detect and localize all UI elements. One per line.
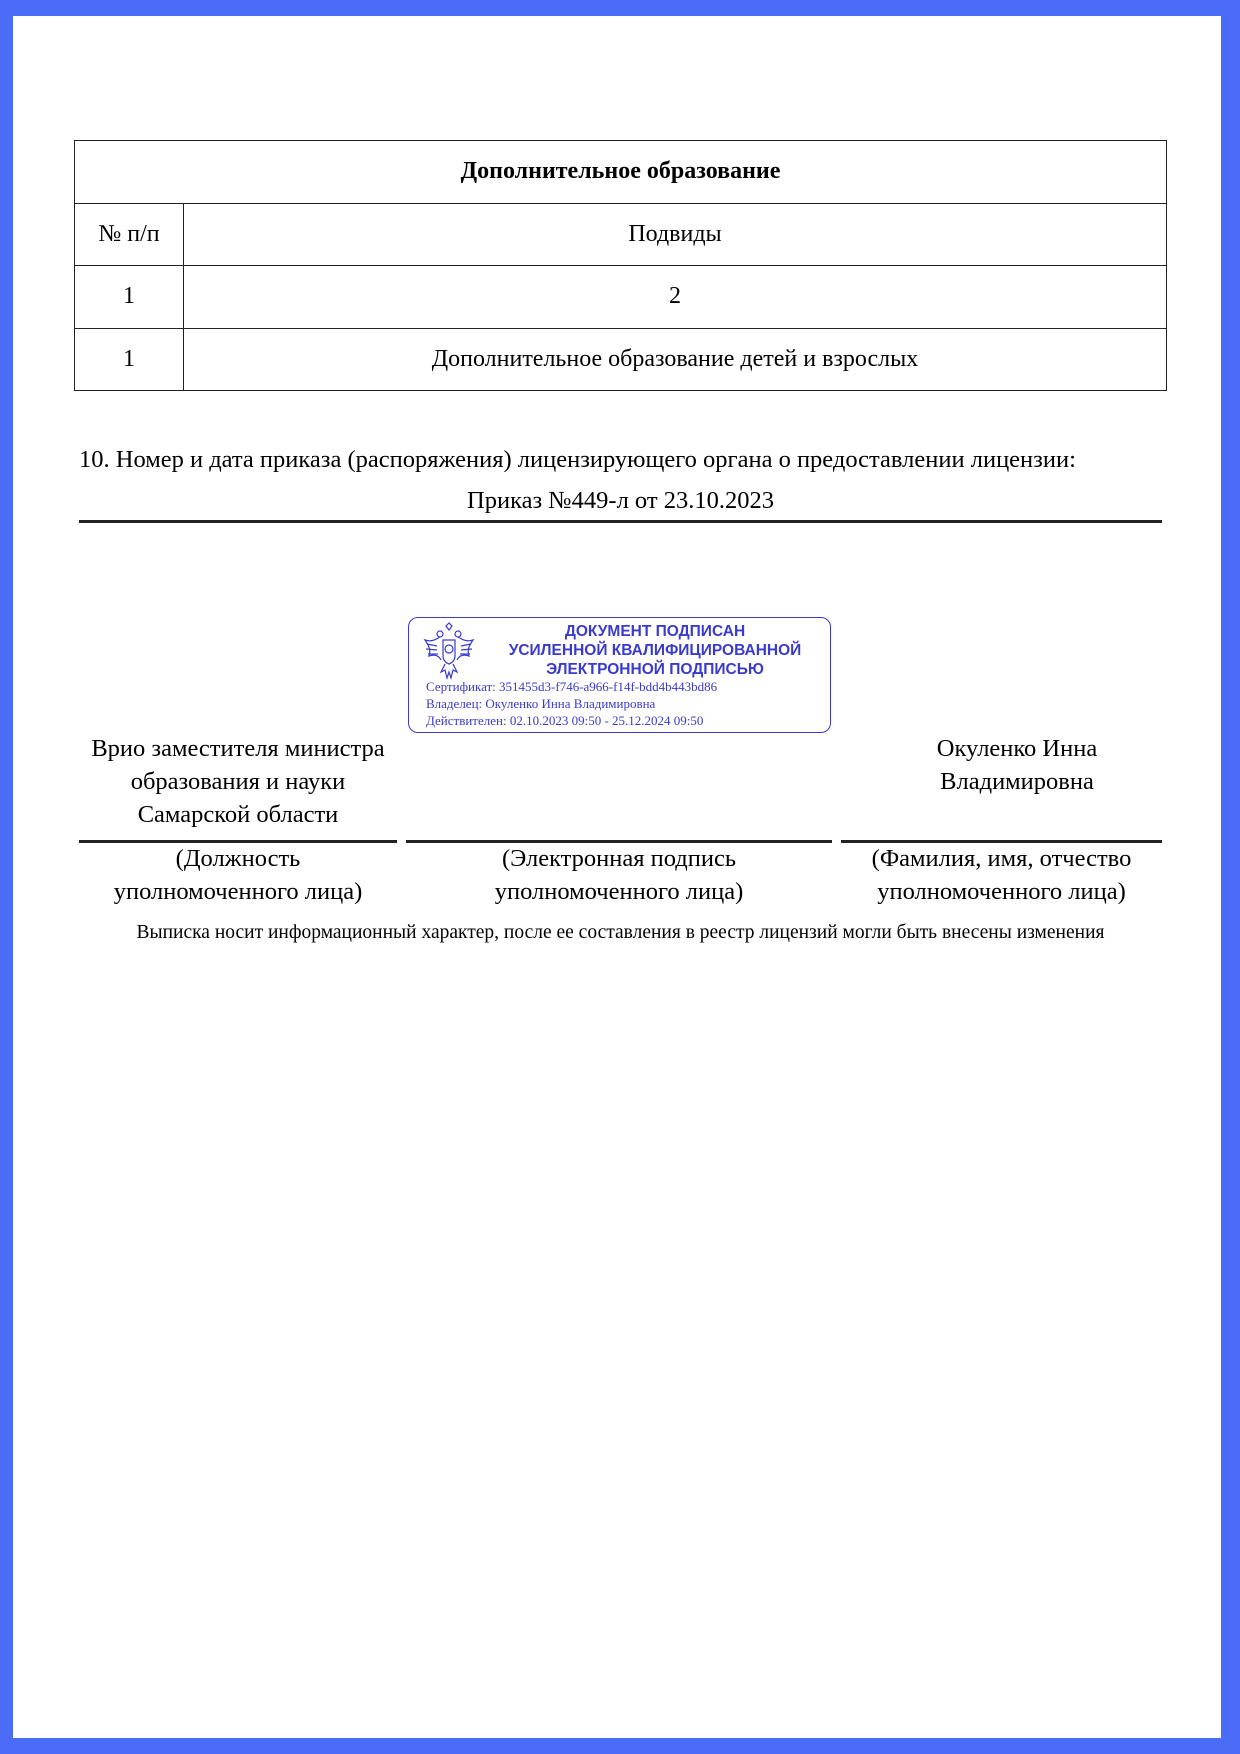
position-caption xyxy=(79,842,397,908)
caption-line: (Должность xyxy=(175,845,301,872)
stamp-title-line: ЭЛЕКТРОННОЙ ПОДПИСЬЮ xyxy=(546,661,764,678)
order-value: Приказ №449-л от 23.10.2023 xyxy=(467,487,774,514)
stamp-title-line: УСИЛЕННОЙ КВАЛИФИЦИРОВАННОЙ xyxy=(508,642,802,659)
table-numbering-row xyxy=(75,266,1167,329)
caption-line: (Электронная подпись xyxy=(501,845,737,872)
subtypes-table xyxy=(74,140,1167,391)
stamp-certificate: Сертификат: 351455d3-f746-a966-f14f-bdd4b443bd86 xyxy=(426,679,718,694)
table-header-row xyxy=(75,203,1167,266)
signer-name-line: Окуленко Инна xyxy=(936,735,1098,762)
table-row xyxy=(75,328,1167,391)
caption-line: уполномоченного лица) xyxy=(877,878,1126,905)
electronic-signature-stamp xyxy=(408,617,831,733)
order-label: 10. Номер и дата приказа (распоряжения) лицензирующего органа о предоставлении лицензии: xyxy=(79,446,1076,473)
signer-position xyxy=(79,732,397,831)
name-caption xyxy=(841,842,1162,908)
table-cell: 1 xyxy=(75,266,184,329)
order-underline xyxy=(79,520,1162,523)
signature-caption xyxy=(406,842,832,908)
caption-line: (Фамилия, имя, отчество xyxy=(871,845,1132,872)
table-title-row xyxy=(75,141,1167,204)
table-cell: 2 xyxy=(184,266,1167,329)
stamp-validity: Действителен: 02.10.2023 09:50 - 25.12.2024 09:50 xyxy=(426,713,704,728)
stamp-title xyxy=(487,622,823,679)
document-page xyxy=(13,16,1221,1738)
caption-line: уполномоченного лица) xyxy=(494,878,744,905)
signer-position-line: Самарской области xyxy=(137,801,339,828)
column-header-subtypes: Подвиды xyxy=(184,203,1167,266)
table-title: Дополнительное образование xyxy=(75,141,1167,204)
column-header-number: № п/п xyxy=(75,203,184,266)
signer-position-line: образования и науки xyxy=(130,768,346,795)
signer-name-line: Владимировна xyxy=(940,768,1094,795)
table-cell: Дополнительное образование детей и взрослых xyxy=(184,328,1167,391)
stamp-title-line: ДОКУМЕНТ ПОДПИСАН xyxy=(564,623,746,640)
footer-note: Выписка носит информационный характер, после ее составления в реестр лицензий могли быть внесены изменения xyxy=(136,922,1105,943)
table-cell: 1 xyxy=(75,328,184,391)
signer-name xyxy=(858,732,1176,798)
signer-position-line: Врио заместителя министра xyxy=(91,735,385,762)
caption-line: уполномоченного лица) xyxy=(113,878,363,905)
coat-of-arms-icon xyxy=(419,622,479,682)
stamp-owner: Владелец: Окуленко Инна Владимировна xyxy=(426,696,656,711)
